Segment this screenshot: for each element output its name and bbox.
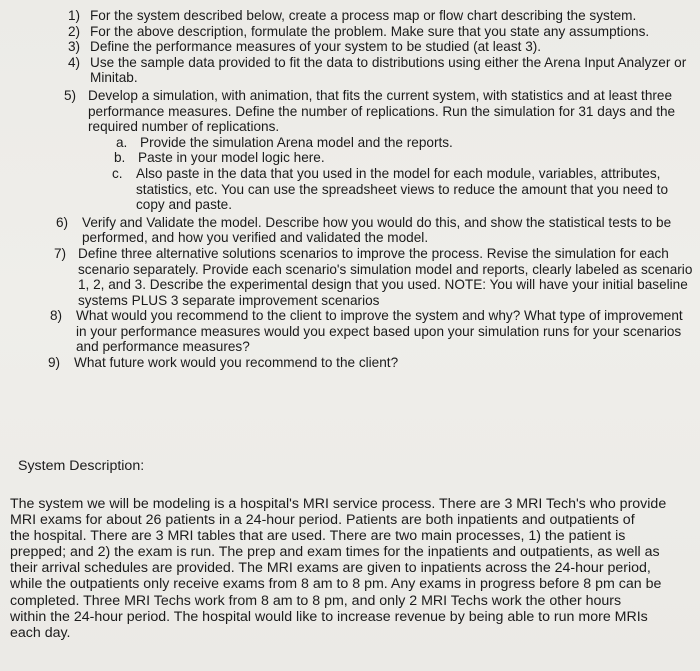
list-item — [114, 150, 696, 166]
item-text: Verify and Validate the model. Describe how you would do this, and show the statistical tests to be performed, and how you verified and validated the model. — [82, 214, 672, 246]
item-number: 5) — [64, 87, 77, 103]
description-line: each day. — [10, 624, 71, 641]
item-number: 2) — [68, 23, 81, 39]
item-number: 4) — [68, 54, 81, 70]
system-description — [10, 496, 698, 641]
list-item — [54, 246, 696, 308]
list-item — [68, 24, 696, 40]
item-text: Define the performance measures of your system to be studied (at least 3). — [90, 39, 542, 55]
list-item — [50, 308, 696, 355]
list-item — [112, 166, 696, 213]
item-text: Define three alternative solutions scenarios to improve the process. Revise the simulation for each scenario separately. Provide each scenario's simulation model and reports, clearly labeled as scenario 1, 2, and 3. Describe the experimental design that you used. NOTE: You will have your initial baseline systems PLUS 3 separate improvement scenarios — [78, 245, 693, 308]
item-number: 1) — [68, 8, 81, 23]
item-text: For the system described below, create a process map or flow chart describing the system. — [90, 8, 637, 23]
item-text: What future work would you recommend to the client? — [74, 355, 399, 371]
description-line: their arrival schedules are provided. The MRI exams are given to inpatients across the 24-hour period, — [10, 560, 651, 577]
item-text: For the above description, formulate the problem. Make sure that you state any assumptions. — [90, 23, 650, 39]
item-letter: a. — [116, 134, 128, 150]
item-number: 7) — [54, 245, 67, 261]
item-letter: b. — [114, 150, 126, 166]
description-line: MRI exams for about 26 patients in a 24-hour period. Patients are both inpatients and outpatients of — [10, 512, 635, 529]
item-text: Provide the simulation Arena model and the reports. — [140, 134, 453, 150]
description-line: the hospital. There are 3 MRI tables that are used. There are two main processes, 1) the patient is — [10, 528, 626, 545]
item-number: 3) — [68, 39, 81, 55]
item-text: Use the sample data provided to fit the data to distributions using either the Arena Input Analyzer or Minitab. — [90, 54, 687, 86]
description-line: within the 24-hour period. The hospital would like to increase revenue by being able to run more MRIs — [10, 608, 648, 625]
item-text: Paste in your model logic here. — [138, 150, 325, 166]
list-item — [68, 55, 696, 86]
description-line: prepped; and 2) the exam is run. The prep and exam times for the inpatients and outpatients, as well as — [10, 544, 660, 561]
description-line: The system we will be modeling is a hospital's MRI service process. There are 3 MRI Tech's who provide — [10, 496, 667, 512]
item-text: Develop a simulation, with animation, that fits the current system, with statistics and at least three performance measures. Define the number of replications. Run the simulation for 31 days and the required number of replications. — [88, 87, 676, 135]
item-number: 8) — [50, 308, 63, 324]
list-item — [64, 88, 696, 135]
task-list — [48, 8, 696, 371]
list-item — [116, 135, 696, 151]
description-line: while the outpatients only receive exams from 8 am to 8 pm. Any exams in progress before 8 pm can be — [10, 576, 662, 593]
list-item — [48, 355, 696, 371]
item-text: Also paste in the data that you used in the model for each module, variables, attributes, statistics, etc. You can use the spreadsheet views to reduce the amount that you need to copy and paste. — [136, 165, 669, 213]
item-letter: c. — [112, 165, 123, 181]
description-line: completed. Three MRI Techs work from 8 am to 8 pm, and only 2 MRI Techs work the other hours — [10, 592, 622, 609]
list-item — [68, 8, 696, 24]
item-number: 6) — [56, 214, 69, 230]
list-item — [56, 215, 696, 246]
section-title: System Description: — [18, 458, 145, 474]
item-number: 9) — [48, 355, 61, 371]
list-item — [68, 39, 696, 55]
item-text: What would you recommend to the client to improve the system and why? What type of improvement in your performance measures would you expect based upon your simulation runs for your scenarios and performance measures? — [76, 308, 683, 355]
